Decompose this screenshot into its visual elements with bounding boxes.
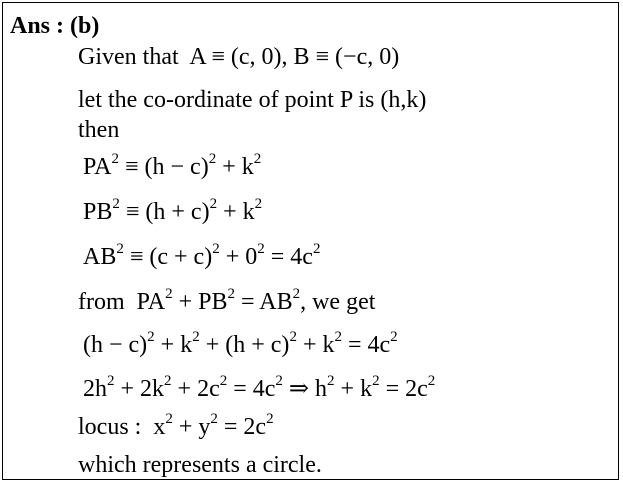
pb-equation: $PB^2 \equiv (h + c)^2 + k^2$ bbox=[83, 196, 263, 225]
given-line: Given that A ≡ (c, 0), B ≡ (−c, 0) bbox=[78, 44, 400, 70]
let-line: let the co-ordinate of point P is (h,k) bbox=[78, 87, 427, 113]
answer-label: Ans : (b) bbox=[10, 13, 100, 39]
then-line: then bbox=[78, 117, 120, 143]
pa-equation: $PA^2 \equiv (h - c)^2 + k^2$ bbox=[83, 151, 262, 180]
answer-box bbox=[2, 2, 619, 480]
locus-line: locus : $x^2 + y^2 = 2c^2$ bbox=[78, 411, 274, 440]
sum-equation: $(h - c)^2 + k^2 + (h + c)^2 + k^2 = 4c^2$ bbox=[83, 329, 398, 358]
simplified-equation: $2h^2 + 2k^2 + 2c^2 = 4c^2$ ⇒ $h^2 + k^2 = 2c^2$ bbox=[83, 373, 436, 402]
from-line: from $PA^2 + PB^2 = AB^2$, we get bbox=[78, 286, 376, 315]
conclusion-line: which represents a circle. bbox=[78, 452, 322, 478]
ab-equation: $AB^2 \equiv (c + c)^2 + 0^2 = 4c^2$ bbox=[83, 241, 321, 270]
